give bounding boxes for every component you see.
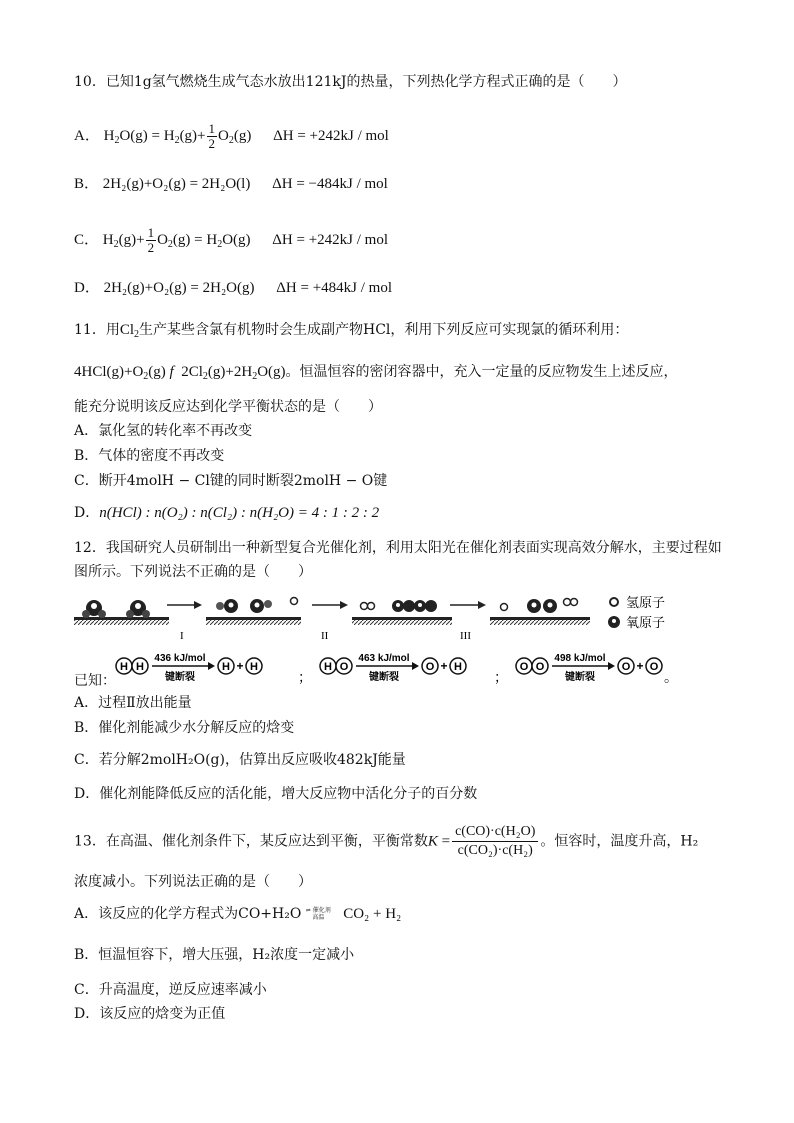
q11-number: 11．用 xyxy=(74,322,120,338)
legend-oxygen: 氧原子 xyxy=(626,616,666,631)
svg-text:。: 。 xyxy=(664,670,678,686)
q11-equation-tail: 。恒温恒容的密闭容器中，充入一定量的反应物发生上述反应， xyxy=(285,364,678,380)
option-label: C． xyxy=(74,231,100,248)
bond-break-label: 键断裂 xyxy=(565,672,595,683)
svg-text:+: + xyxy=(236,659,244,673)
bond-break-label: 键断裂 xyxy=(369,672,399,683)
bond-energies xyxy=(114,652,704,688)
k-numerator: c(CO)·c(H₂O) xyxy=(452,823,538,842)
atom-label: H xyxy=(222,661,230,673)
svg-text:；: ； xyxy=(494,670,508,686)
water-splitting-diagram xyxy=(74,593,674,645)
q11-stem-2: 能充分说明该反应达到化学平衡状态的是（ ） xyxy=(74,399,382,415)
q13-option-b: B．恒温恒容下，增大压强，H₂浓度一定减小 xyxy=(74,947,355,963)
temperature-label: 高温 xyxy=(312,914,325,921)
reaction-condition: ⇌ 催化剂 高温 xyxy=(305,907,331,921)
q11-option-c: C．断开4molH − Cl键的同时断裂2molH − O键 xyxy=(74,473,388,489)
step-label-2: II xyxy=(321,630,329,642)
atom-label: H xyxy=(454,661,462,673)
legend-hydrogen: 氢原子 xyxy=(626,596,666,611)
atom-label: O xyxy=(621,661,631,673)
equation-right: CO₂ + H₂ xyxy=(343,906,402,922)
q11-equation-line: $4HCl(g)+O_2(g)$ f $2Cl_2(g)+2H_2O(g)$。恒温恒容的密闭容器中，充入一定量的反应物发生上述反应， xyxy=(74,364,678,382)
q13-stem-2: 浓度减小。下列说法正确的是（ ） xyxy=(74,874,312,890)
bond-energy: 436 kJ/mol xyxy=(154,653,206,664)
q11-option-b: B．气体的密度不再改变 xyxy=(74,448,225,464)
bond-break-label: 键断裂 xyxy=(165,672,195,683)
bond-ho xyxy=(320,653,508,686)
bond-energy: 498 kJ/mol xyxy=(554,653,606,664)
q13-option-a xyxy=(74,904,401,924)
atom-label: H xyxy=(136,661,144,673)
q11-stem: 11．用$Cl_2$生产某些含氯有机物时会生成副产物HCl，利用下列反应可实现氯的循环利用： xyxy=(74,322,629,340)
q13-stem-text: 13．在高温、催化剂条件下，某反应达到平衡，平衡常数 xyxy=(74,833,428,850)
q12-option-d: D．催化剂能降低反应的活化能，增大反应物中活化分子的百分数 xyxy=(74,786,478,802)
atom-label: H xyxy=(250,661,258,673)
option-label: B． xyxy=(74,176,100,192)
atom-label: O xyxy=(339,661,349,673)
option-label: A． xyxy=(74,127,100,144)
water-molecule xyxy=(82,600,106,618)
equation: 2H₂(g)+O₂(g) = 2H₂O(g) xyxy=(103,280,255,296)
option-label: D． xyxy=(74,280,100,296)
q12-option-b: B．催化剂能减少水分解反应的焓变 xyxy=(74,720,295,736)
bond-hh xyxy=(116,653,312,686)
atom-label: O xyxy=(425,661,435,673)
enthalpy-value: ΔH = +242kJ / mol xyxy=(273,127,389,144)
k-denominator: c(CO₂)·c(H₂) xyxy=(457,843,533,858)
atom-label: O xyxy=(649,661,659,673)
equation: 2H₂(g)+O₂(g) = 2H₂O(l) xyxy=(102,176,251,192)
q12-option-c: C．若分解2molH₂O(g)，估算出反应吸收482kJ能量 xyxy=(74,752,406,768)
q11-option-a: A．氯化氢的转化率不再改变 xyxy=(74,423,253,439)
known-label: 已知： xyxy=(74,673,116,689)
q10-option-a: A． $H_2O(g) = H_2(g)+$ $\frac{1}{2}$ $O_2(g) \Delta H = +242kJ$ / mol xyxy=(74,121,389,151)
atom-label: O xyxy=(519,661,529,673)
q10-option-d xyxy=(74,278,392,298)
atom-label: O xyxy=(535,661,545,673)
q10-option-b xyxy=(74,174,388,194)
q10-option-c: C． $H_2(g)+$ $\frac{1}{2}$ $O_2(g) = H_2O(g) \Delta H = +242kJ$ / mol xyxy=(74,225,389,255)
q11-stem-text: 生产某些含氯有机物时会生成副产物HCl，利用下列反应可实现氯的循环利用： xyxy=(139,322,629,338)
bond-energy: 463 kJ/mol xyxy=(358,653,410,664)
svg-text:+: + xyxy=(636,659,644,673)
atom-label: H xyxy=(324,661,332,673)
step-label-3: III xyxy=(460,630,471,642)
step-label-1: I xyxy=(180,630,184,642)
enthalpy-value: ΔH = +242kJ / mol xyxy=(272,231,389,248)
svg-text:+: + xyxy=(440,659,448,673)
q13-option-c: C．升高温度，逆反应速率减小 xyxy=(74,982,267,998)
q12-stem-2: 图所示。下列说法不正确的是（ ） xyxy=(74,564,312,580)
svg-text:；: ； xyxy=(298,670,312,686)
hydrogen-legend-icon xyxy=(610,598,618,606)
option-label: D． xyxy=(74,505,100,521)
equation: n(HCl) : n(O₂) : n(Cl₂) : n(H₂O) = 4 : 1 : 2 : 2 xyxy=(99,505,380,521)
q13-stem: 13．在高温、催化剂条件下，某反应达到平衡，平衡常数K = $\frac{\text{c(CO)·c(H₂O)}}{\text{c(CO₂)·c(H₂)}}$ 。恒容时，温度升高，H₂ xyxy=(74,824,699,858)
q12-option-a: A．过程Ⅱ放出能量 xyxy=(74,695,192,711)
enthalpy-value: ΔH = −484kJ / mol xyxy=(272,176,388,192)
water-molecule xyxy=(126,600,150,618)
catalyst-label: 催化剂 xyxy=(312,907,331,914)
equation-left: A．该反应的化学方程式为CO+H₂O xyxy=(74,906,302,922)
atom-label: H xyxy=(120,661,128,673)
q11-option-d xyxy=(74,503,379,523)
enthalpy-value: ΔH = +484kJ / mol xyxy=(276,280,393,296)
q12-stem-1: 12．我国研究人员研制出一种新型复合光催化剂，利用太阳光在催化剂表面实现高效分解水，主要过程如 xyxy=(74,540,722,556)
q10-stem: 10．已知1g氢气燃烧生成气态水放出121kJ的热量，下列热化学方程式正确的是（ ） xyxy=(74,74,627,90)
q13-stem-tail: 。恒容时，温度升高，H₂ xyxy=(540,833,699,850)
bond-oo xyxy=(516,653,678,686)
q13-option-d: D．该反应的焓变为正值 xyxy=(74,1006,226,1022)
